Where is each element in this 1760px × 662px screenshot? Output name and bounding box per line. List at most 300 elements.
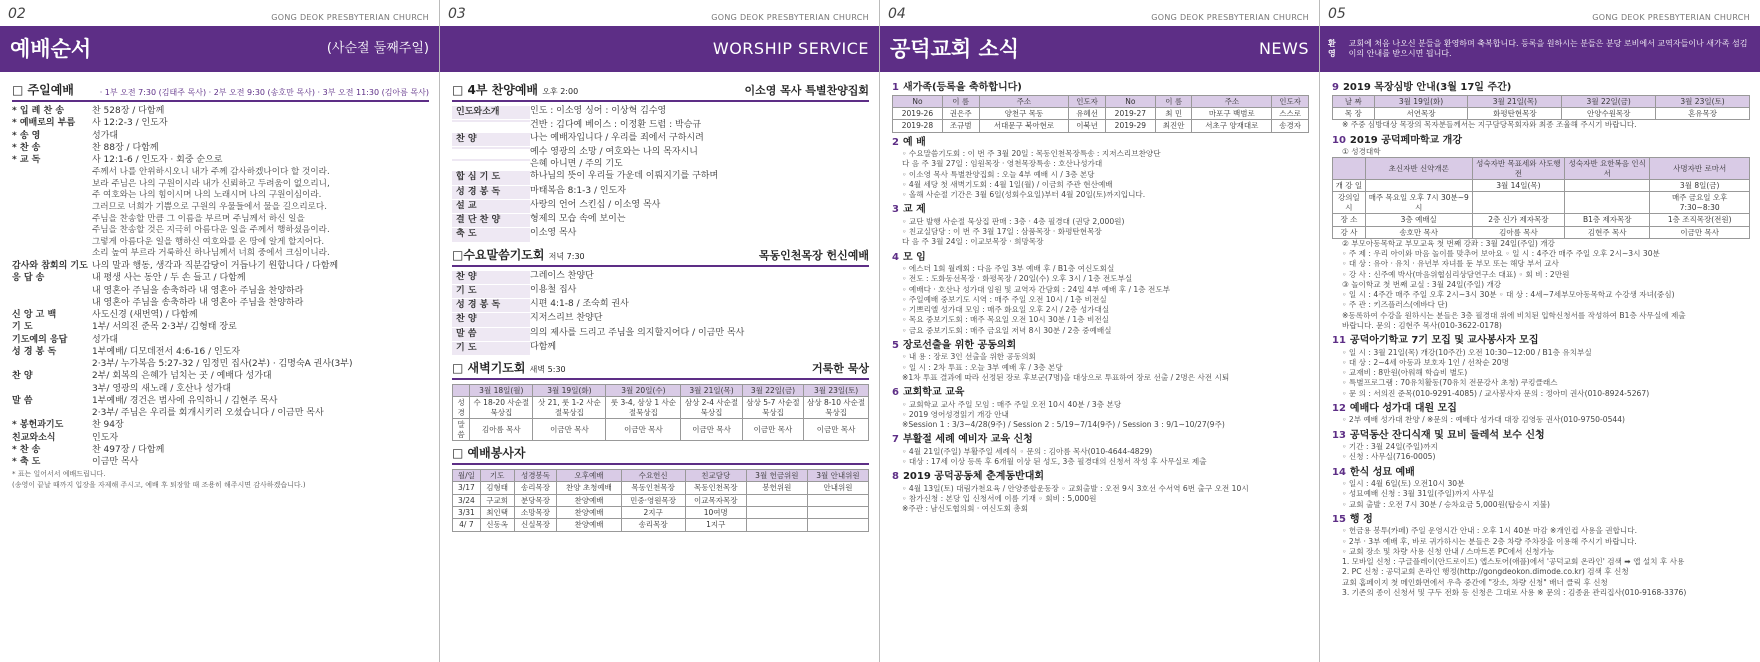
program-value: 지저스리브 찬양단	[530, 313, 603, 324]
program-label: 신 앙 고 백	[12, 310, 57, 320]
program-label: 인도와소개	[452, 106, 530, 119]
table-row	[1333, 214, 1750, 226]
section-title: 모 임	[902, 251, 926, 263]
program-label	[452, 159, 530, 161]
column-header: 인도자	[1272, 95, 1309, 107]
news-line: ◦ 기쁘리엘 성가대 모임 : 매주 화요일 오후 2시 / 2층 성가대실	[902, 305, 1110, 315]
program-value: 나의 말과 행동, 생각과 직분감당이 거듭나기 원합니다 / 다함께	[92, 261, 339, 271]
news-line: ◦ 강 사 : 신주예 박사(마음위협심리상담연구소 대표) ◦ 회 비 : 2만원	[1342, 269, 1570, 279]
responsive-reading-line: 주 여호와는 나의 힘이시며 나의 노래시며 나의 구원이심이라.	[92, 190, 322, 201]
page-title: 예배순서	[10, 36, 92, 61]
table-cell: 신실목장	[514, 519, 557, 531]
program-row	[452, 159, 869, 171]
program-value: 1부예배/ 디모데전서 4:6-16 / 인도자	[92, 346, 241, 357]
responsive-reading-line: 보라 주님은 나의 구원이시라 내가 신뢰하고 두려움이 없으리니,	[92, 178, 330, 189]
page-04: 04 GONG DEOK PRESBYTERIAN CHURCH 공덕교회 소식 NEWS 1 새가족(등록을 축하합니다) No 이 름 주소 인도자 No 이 름 주소 인도자 2019-26 권은주 양천구 목동 유혜선 2019-27 최 민 마포구 백범로 스스로 2019-28 조규범 서대문구 북아현로 이북년 2019-29 최진안 서초구 양재대로 송경자 2 예 배 ◦ 수요말씀기도회 : 이 번 주 3월 20일 : 목동인천목장특송 : 지저스리브찬양단 다 음 주 3월 27일 : 임원목장 · 영천목장특송 : 호산나성가대 ◦ 이소영 목사 특별찬양집회 : 오늘 4부 예배 시 / 3층 본당 ◦ 4월 세당 첫 새벽기도회 : 4월 1일(월) / 이금희 주관 현산예배 ◦ 올해 사순절 기간은 3월 6일(성회수요일)부터 4월 20일(토)까지입니다. 3 교 제 ◦ 교단 발행 사순절 묵상집 판매 : 3층 · 4층 필경대 (권당 2,000원) ◦ 친교실담당 : 이 번 주 3월 17일 : 삼품목장 · 화평탄현목장 다 음 주 3월 24일 : 이교보목장 · 희망목장 4 모 임 ◦ 에스더 1회 월례회 : 다음 주일 3부 예배 후 / B1층 여신도회실 ◦ 전도 : 도화동선목장 · 화평목장 / 20일(수) 오후 3시 / 1층 전도부실 ◦ 예배다 · 호산나 성가대 임원 및 교역자 간담회 : 24일 4부 예배 후 / 1층 전도부 ◦ 주일예배 중보기도 시역 : 매주 주일 오전 10시 / 1층 비전실 ◦ 기쁘리엘 성가대 모임 : 매주 화요일 오후 2시 / 2층 성가대실 ◦ 목요 중보기도회 : 매주 목요일 오전 10시 30분 / 1층 비전실 ◦ 금요 중보기도회 : 매주 금요일 저녁 8시 30분 / 2층 중예배실 5 장로선출을 위한 공동의회 ◦ 내 용 : 장로 3인 선출을 위한 공동의회 ◦ 일 시 : 2차 투표 : 오늘 3부 예배 후 / 3층 본당 ※1차 투표 결과에 따라 선정된 장로 후보군(7명)을 대상으로 투표하여 장로 선출 / 2명은 사전 시퇴 6 교회학교 교육 ◦ 교회학교 교사 주일 모임 : 매주 주일 오전 10시 40분 / 3층 본당 ◦ 2019 영어성경읽기 개강 안내 ※Session 1 : 3/3~4/28(9주) / Session 2 : 5/19~7/14(9주) / Session 3 : 9/1~10/27(9주) 7 부활절 세례 예비자 교육 신청 ◦ 4월 21일(주일) 부활주일 세례식 ◦ 문의 : 김아름 목사(010-4644-4829) ◦ 대상 : 17세 이상 등록 후 6개월 이상 된 성도, 3층 필경대의 신청서 작성 후 사무실로 제출 8 2019 공덕공동체 춘계동반대회 ◦ 4월 13일(토) 대림가천요육 / 안양종합운동장 ◦ 교회출발 : 오전 9시 3호선 수서역 6번 출구 오전 10시 ◦ 참가신청 : 본당 입 신청서에 이름 기재 ◦ 회비 : 5,000원 ※주관 : 남신도협의회 · 여신도회 총회	[880, 0, 1320, 662]
program-label: 말 씀	[452, 328, 530, 341]
news-line: ◦ 대 상 : 2~4세 아동과 보호자 1인 / 선착순 20명	[1342, 357, 1509, 367]
note: * 표는 일어서서 예배드립니다.	[12, 470, 106, 479]
section-title: 공덕동산 잔디식재 및 묘비 둘레석 보수 신청	[1349, 429, 1545, 441]
program-label: 응 답 송	[12, 273, 45, 284]
news-line: ◦ 참가신청 : 본당 입 신청서에 이름 기재 ◦ 회비 : 5,000원	[902, 494, 1097, 504]
news-line: ◦ 교단 발행 사순절 묵상집 판매 : 3층 · 4층 필경대 (권당 2,000원)	[902, 216, 1125, 226]
program-label: 성 경 봉 독	[452, 299, 530, 312]
program-row	[452, 328, 869, 342]
program-value: 내 평생 사는 동안 / 두 손 들고 / 다함께	[92, 273, 246, 284]
section-header: □ 주일예배 · 1부 오전 7:30 (김태주 목사) · 2부 오전 9:30 (송호만 목사) · 3부 오전 11:30 (김아름 목사)	[12, 83, 429, 102]
news-section	[892, 434, 1309, 467]
program-row	[12, 384, 429, 395]
table-row	[453, 419, 869, 441]
table-cell: 목 장	[1333, 107, 1375, 119]
news-line: ◦ 목요 중보기도회 : 매주 목요일 오전 10시 30분 / 1층 비전실	[902, 315, 1110, 325]
church-name: GONG DEOK PRESBYTERIAN CHURCH	[271, 13, 429, 22]
new-family-table	[892, 95, 1309, 133]
column-header: 오후예배	[557, 469, 621, 481]
table-cell: 송경자	[1272, 120, 1309, 132]
program-label: 축 도	[452, 228, 530, 241]
program-row	[452, 200, 869, 214]
table-cell: 권은주	[942, 107, 979, 119]
responsive-reading-line: 주님을 찬송할 것은 지극히 아름다운 일을 주께서 행하셨음이라.	[92, 225, 330, 236]
table-header	[1333, 95, 1750, 107]
program-value: 사랑의 언어 스킨십 / 이소영 목사	[530, 199, 661, 210]
column-header: 3월 22일(금)	[742, 385, 803, 397]
program-value: 성가대	[92, 334, 119, 345]
table-cell: 안양수원목장	[1562, 107, 1656, 119]
table-cell: 4/ 7	[453, 519, 481, 531]
program-label: 찬 양	[12, 371, 33, 382]
news-line: ◦ 일 시 : 4주간 매주 주일 오후 2시~3시 30분 ◦ 대 상 : 4세~7세부모아동목학교 수강생 자녀(중심)	[1342, 290, 1675, 300]
program-row	[12, 106, 429, 117]
news-line: ◦ 성묘예배 신청 : 3월 31일(주일)까지 사무실	[1342, 489, 1494, 499]
program-row	[12, 408, 429, 419]
column-header	[1333, 158, 1366, 180]
section-header: □ 4부 찬양예배 오후 2:00 이소영 목사 특별찬양집회	[452, 83, 869, 102]
news-line: ※동록하여 수강을 원하시는 분들은 3층 필경대 위에 비치된 입학신청서를 작성하여 B1층 사무실에 제출	[1342, 310, 1686, 320]
table-cell: 찬양 초청예배	[557, 482, 621, 494]
program-label: 감사와 참회의 기도	[12, 261, 88, 271]
column-header	[453, 385, 470, 397]
news-line: ◦ 전도 : 도화동선목장 · 화평목장 / 20일(수) 오후 3시 / 1층 전도부실	[902, 274, 1133, 284]
table-cell: 삿 21, 룻 1-2 사순절묵상집	[533, 397, 606, 419]
program-value: 3부/ 영광의 새노래 / 호산나 성가대	[92, 383, 232, 394]
news-line: ※1차 투표 결과에 따라 선정된 장로 후보군(7명)을 대상으로 투표하여 장로 선출 / 2명은 사전 시퇴	[902, 372, 1230, 382]
table-cell: 장 소	[1333, 214, 1366, 226]
news-line: 바랍니다. 문의 : 김현주 목사(010-3622-0178)	[1342, 320, 1502, 330]
news-line: 교회 홈페이지 첫 메인화면에서 우측 중간에 "장소, 차량 신청" 배너 클릭 후 신청	[1342, 577, 1608, 587]
table-cell: 2019-29	[1105, 120, 1155, 132]
table-cell: 이북년	[1069, 120, 1106, 132]
program-label: 기 도	[12, 322, 33, 333]
news-line: ◦ 주 제 : 우리 아이와 마음 놀이를 맞추어 보아요 ◦ 일 시 : 4주간 매주 주일 오후 2시~3시 30분	[1342, 249, 1660, 259]
column-header: 날 짜	[1333, 95, 1375, 107]
table-cell: 민중·영원목장	[621, 494, 685, 506]
table-cell: 송리목장	[514, 482, 557, 494]
program-value: 1부예배/ 경건은 범사에 유익하니 / 김현주 목사	[92, 395, 278, 406]
program-row	[12, 286, 429, 297]
column-header: 인도자	[1069, 95, 1106, 107]
responsive-reading-line: 주께서 나를 안위하시오니 내가 주께 감사하겠나이다 할 것이라.	[92, 167, 330, 178]
section-header: □ 새벽기도회 새벽 5:30 거룩한 묵상	[452, 361, 869, 380]
volunteers-table	[452, 469, 869, 532]
table-cell: 김아름 목사	[1472, 226, 1564, 238]
program-value: 2부/ 회복의 은혜가 넘치는 곳 / 예배다 성가대	[92, 371, 272, 382]
table-cell: 이교목자목장	[685, 494, 746, 506]
table-cell: 조규범	[942, 120, 979, 132]
program-value: 의의 제사를 드리고 주님을 의지할지어다 / 이금만 목사	[530, 327, 745, 338]
program-label: 기 도	[452, 285, 530, 298]
news-line: ◦ 2부 · 3부 예배 후, 바로 귀가하시는 분들은 2층 차량 주차장을 이용해 주시기 바랍니다.	[1342, 536, 1637, 546]
table-cell: 찬양예배	[557, 519, 621, 531]
program-row	[12, 131, 429, 142]
news-line: ◦ 수요말씀기도회 : 이 번 주 3월 20일 : 목동인천목장특송 : 지저스리브찬양단	[902, 149, 1161, 159]
page-subtitle: NEWS	[1258, 39, 1309, 58]
table-cell: 봉헌위원	[746, 482, 807, 494]
table-cell: 최 민	[1155, 107, 1192, 119]
news-line: ◦ 4월 21일(주일) 부활주일 세례식 ◦ 문의 : 김아름 목사(010-4644-4829)	[902, 446, 1153, 456]
column-header: 3월 19일(화)	[1374, 95, 1468, 107]
table-cell: 삼상 8-10 사순절묵상집	[804, 397, 869, 419]
program-value: 사 12:2-3 / 인도자	[92, 118, 168, 129]
news-line: ③ 놀이학교 첫 번째 교실 : 3월 24일(주일) 개강	[1342, 279, 1502, 289]
section-number: 4	[892, 251, 899, 263]
program-value: 그레이스 찬양단	[530, 270, 594, 281]
program-label: 말 씀	[12, 395, 33, 406]
news-line: ◦ 친교실담당 : 이 번 주 3월 17일 : 삼품목장 · 화평탄현목장	[902, 227, 1102, 237]
table-cell: 이금만 목사	[1650, 226, 1750, 238]
program-label: 설 교	[452, 200, 530, 213]
program-row	[12, 396, 429, 407]
page-title: WORSHIP SERVICE	[712, 39, 869, 58]
program-value: 이금만 목사	[92, 457, 139, 467]
program-value: 나는 예배자입니다 / 우리를 죄에서 구하시려	[530, 132, 704, 143]
table-cell: 매주 금요일 오후 7:30~8:30	[1650, 192, 1750, 214]
table-cell: 소망목장	[514, 507, 557, 519]
news-line: ※주관 : 남신도협의회 · 여신도회 총회	[902, 504, 1029, 514]
news-line: 3. 기존의 종이 신청서 및 구두 전화 등 신청은 그대로 사용 ※ 문의 : 김종윤 관리집사(010-9168-3376)	[1342, 587, 1687, 597]
program-row	[12, 335, 429, 346]
column-header: 3월 21일(목)	[681, 385, 742, 397]
note: (송영이 끝날 때까지 입장을 자제해 주시고, 예배 후 퇴장할 때 조용히 해주시면 감사하겠습니다.)	[12, 481, 306, 489]
table-cell: 2019-27	[1105, 107, 1155, 119]
church-name: GONG DEOK PRESBYTERIAN CHURCH	[1151, 13, 1309, 22]
table-row	[453, 507, 869, 519]
column-header: 성숙자반 목표세와 사도행전	[1472, 158, 1564, 180]
column-header: 3월 23일(토)	[804, 385, 869, 397]
page-number: 05	[1328, 5, 1346, 22]
page-title-band	[440, 26, 879, 72]
news-line: ◦ 예배다 · 호산나 성가대 임원 및 교역자 간담회 : 24일 4부 예배 후 / 1층 전도부	[902, 284, 1171, 294]
table-cell	[807, 494, 868, 506]
responsive-reading-line: 그러므로 너희가 기쁨으로 구원의 우물들에서 물을 길으리로다.	[92, 202, 327, 213]
page-05: 05 GONG DEOK PRESBYTERIAN CHURCH 환 영 교회에 처음 나오신 분들을 환영하며 축복합니다. 등록을 원하시는 분들은 분당 로비에서 교역자들이나 새가족 섬김이의 안내를 받으시면 됩니다. 9 2019 목장심방 안내(3월 17일 주간) 날 짜 3월 19일(화) 3월 21일(목) 3월 22일(금) 3월 23일(토) 목 장 서연목장 화평탄현목장 안양수원목장 혼유목장 ※ 주중 심방대상 목장의 목자분들께서는 지구담당목회자와 최종 조율해 주시기 바랍니다. 10 2019 공덕페마학교 개강 ① 성경대학 초신자반 신약개론 성숙자반 목표세와 사도행전 성숙자반 요한복음 인식서 사명자반 로마서 개 강 일 3월 14일(목) 3월 8일(금) 강의일시 매주 목요일 오후 7시 30분~9시 매주 금요일 오후 7:30~8:30 장 소 3층 예배실 2층 신가 제자목장 B1층 제자목장 1층 조직목장(전원) 강 사 송호만 목사 김아름 목사 김현주 목사 이금만 목사 ② 부모아동목학교 부모교육 첫 번째 강좌 : 3월 24일(주일) 개강 ◦ 주 제 : 우리 아이와 마음 놀이를 맞추어 보아요 ◦ 일 시 : 4주간 매주 주일 오후 2시~3시 30분 ◦ 대 상 : 유아 · 유치 · 유년부 자녀를 둔 부모 또는 해당 부서 교사 ◦ 강 사 : 신주예 박사(마음위협심리상담연구소 대표) ◦ 회 비 : 2만원 ③ 놀이학교 첫 번째 교실 : 3월 24일(주일) 개강 ◦ 일 시 : 4주간 매주 주일 오후 2시~3시 30분 ◦ 대 상 : 4세~7세부모아동목학교 수강생 자녀(중심) ◦ 주 관 : 키즈플러스(에바다 단) ※동록하여 수강을 원하시는 분들은 3층 필경대 위에 비치된 입학신청서를 작성하여 B1층 사무실에 제출 바랍니다. 문의 : 김현주 목사(010-3622-0178) 11 공덕아기학교 7기 모집 및 교사봉사자 모집 ◦ 일 시 : 3월 21일(목) 개강(10주간) 오전 10:30~12:00 / B1층 유치부실 ◦ 대 상 : 2~4세 아동과 보호자 1인 / 선착순 20명 ◦ 교재비 : 8만원(아워해 학습비 별도) ◦ 특별프로그램 : 70유치활동(70유치 전문강사 초청) 쿠킹클래스 ◦ 문 의 : 서의진 준목(010-9291-4085) / 교사봉사자 문의 : 정아미 권사(010-8924-5267) 12 예배다 성가대 대원 모집 ◦ 2부 예배 성가대 찬양 / ※문의 : 예배다 성가대 대장 김영동 권사(010-9750-0544) 13 공덕동산 잔디식재 및 묘비 둘레석 보수 신청 ◦ 기간 : 3월 24일(주일)까지 ◦ 신청 : 사무실(716-0005) 14 한식 성묘 예배 ◦ 일시 : 4월 6일(토) 오전10시 30분 ◦ 성묘예배 신청 : 3월 31일(주일)까지 사무실 ◦ 교회 출발 : 오전 7시 30분 / 승차요금 5,000원(탑승시 지불) 15 행 정 ◦ 헌금용 봉투(카페) 주일 운영시간 안내 : 오후 1시 40분 마감 ※개인컵 사용을 권합니다. ◦ 2부 · 3부 예배 후, 바로 귀가하시는 분들은 2층 차량 주차장을 이용해 주시기 바랍니다. ◦ 교회 장소 및 차량 사용 신청 안내 / 스마트폰 PC에서 신청가능 1. 모바일 신청 : 구글플레이(안드로이드) 앱스토어(애플)에서 '공덕교회 온라인' 검색 ➡ 앱 설치 후 사용 2. PC 신청 : 공덕교회 온라인 행정(http://gongdeokon.dimode.co.kr) 검색 후 신청 교회 홈페이지 첫 메인화면에서 우측 중간에 "장소, 차량 신청" 배너 클릭 후 신청 3. 기존의 종이 신청서 및 구두 전화 등 신청은 그대로 사용 ※ 문의 : 김종윤 관리집사(010-9168-3376)	[1320, 0, 1760, 662]
program-value: 인도자	[92, 432, 119, 443]
section-number: 8	[892, 471, 899, 483]
program-row	[12, 445, 429, 456]
table-cell: 양천구 목동	[979, 107, 1069, 119]
table-cell: 서초구 양재대로	[1192, 120, 1272, 132]
program-row	[452, 214, 869, 228]
program-value: 다함께	[530, 341, 557, 352]
news-line: ◦ 2019 영어성경읽기 개강 안내	[902, 409, 1009, 419]
table-cell: 1지구	[685, 519, 746, 531]
news-line: ※Session 1 : 3/3~4/28(9주) / Session 2 : 5/19~7/14(9주) / Session 3 : 9/1~10/27(9주)	[902, 420, 1225, 430]
program-label: 찬 양	[452, 133, 530, 146]
table-row	[1333, 226, 1750, 238]
program-value: 찬 497장 / 다함께	[92, 444, 165, 455]
welcome-band: 환 영 교회에 처음 나오신 분들을 환영하며 축복합니다. 등록을 원하시는 분들은 분당 로비에서 교역자들이나 새가족 섬김이의 안내를 받으시면 됩니다.	[1320, 26, 1760, 72]
section-title: 부활절 세례 예비자 교육 신청	[902, 434, 1033, 446]
table-cell: 개 강 일	[1333, 180, 1366, 192]
table-cell	[1365, 180, 1472, 192]
table-cell: 안내위원	[807, 482, 868, 494]
table-cell	[746, 507, 807, 519]
section-title: 예 배	[902, 136, 926, 148]
program-row	[452, 313, 869, 327]
column-header: 성경봉독	[514, 469, 557, 481]
program-value: 이용철 집사	[530, 284, 577, 295]
table-cell: 성경	[453, 397, 470, 419]
column-header: 3월 18일(월)	[470, 385, 533, 397]
column-header: 이 름	[1155, 95, 1192, 107]
news-section	[892, 137, 1309, 201]
news-line: 다 음 주 3월 24일 : 이교보목장 · 희망목장	[902, 237, 1044, 247]
program-row	[12, 298, 429, 309]
news-line: ◦ 교재비 : 8만원(아워해 학습비 별도)	[1342, 368, 1468, 378]
section-title: 2019 공덕공동체 춘계동반대회	[902, 471, 1045, 483]
program-row	[12, 143, 429, 154]
table-header	[453, 385, 869, 397]
table-row	[453, 482, 869, 494]
church-name: GONG DEOK PRESBYTERIAN CHURCH	[1592, 13, 1750, 22]
table-cell: 2층 신가 제자목장	[1472, 214, 1564, 226]
school-table	[1332, 157, 1750, 239]
news-line: ◦ 이소영 목사 특별찬양집회 : 오늘 4부 예배 시 / 3층 본당	[902, 169, 1095, 179]
section-number: 12	[1332, 402, 1346, 414]
page-03	[440, 0, 880, 662]
news-section	[892, 204, 1309, 247]
section-number: 14	[1332, 466, 1346, 478]
news-line: ◦ 교회 출발 : 오전 7시 30분 / 승차요금 5,000원(탑승시 지불)	[1342, 499, 1550, 509]
program-row	[12, 433, 429, 444]
news-line: ◦ 교회 장소 및 차량 사용 신청 안내 / 스마트폰 PC에서 신청가능	[1342, 546, 1555, 556]
news-line: ◦ 4월 세당 첫 새벽기도회 : 4월 1일(월) / 이금희 주관 현산예배	[902, 179, 1113, 189]
page-subtitle: (사순절 둘째주일)	[326, 40, 429, 56]
table-cell: 이금만 목사	[681, 419, 742, 441]
news-section	[1332, 430, 1750, 463]
column-header: 사명자반 로마서	[1650, 158, 1750, 180]
program-label: 찬 양	[452, 271, 530, 284]
section-header: □ 예배봉사자	[452, 446, 869, 465]
program-label: 찬 양	[452, 313, 530, 326]
column-header: 기도	[480, 469, 514, 481]
program-value: 내 영혼아 주님을 송축하라 내 영혼아 주님을 찬양하라	[92, 297, 304, 308]
news-line: 다 음 주 3월 27일 : 임원목장 · 영천목장특송 : 호산나성가대	[902, 159, 1103, 169]
program-label: 성 경 봉 독	[452, 186, 530, 199]
table-cell: 수 18-20 사순절묵상집	[470, 397, 533, 419]
news-line: ② 부모아동목학교 부모교육 첫 번째 강좌 : 3월 24일(주일) 개강	[1342, 238, 1555, 248]
table-cell	[746, 494, 807, 506]
page-number: 04	[888, 5, 906, 22]
table-row	[893, 107, 1309, 119]
page-02	[0, 0, 440, 662]
table-header	[453, 469, 869, 481]
program-value: 형제의 모습 속에 보이는	[530, 214, 626, 224]
section-title: 한식 성묘 예배	[1349, 466, 1415, 478]
dawn-prayer-table	[452, 384, 869, 441]
program-row	[452, 106, 869, 120]
program-value: 시편 4:1-8 / 조숙희 권사	[530, 299, 629, 309]
program-row	[12, 347, 429, 358]
news-line: ◦ 일 시 : 2차 투표 : 오늘 3부 예배 후 / 3층 본당	[902, 362, 1063, 372]
program-row	[12, 420, 429, 431]
column-header: 주소	[979, 95, 1069, 107]
program-label: 합 심 기 도	[452, 171, 530, 184]
program-row	[452, 120, 869, 132]
table-row	[893, 120, 1309, 132]
column-header: 3월 21일(목)	[1468, 95, 1562, 107]
news-line: ◦ 헌금용 봉투(카페) 주일 운영시간 안내 : 오후 1시 40분 마감 ※개인컵 사용을 권합니다.	[1342, 526, 1638, 536]
section-title: 교회학교 교육	[902, 387, 965, 399]
program-label: * 축 도	[12, 457, 41, 467]
column-header: 3월 23일(토)	[1656, 95, 1750, 107]
table-cell: 혼유목장	[1656, 107, 1750, 119]
program-row	[452, 228, 869, 242]
news-line: ◦ 특별프로그램 : 70유치활동(70유치 전문강사 초청) 쿠킹클래스	[1342, 378, 1558, 388]
news-section	[892, 340, 1309, 383]
table-cell: 말씀	[453, 419, 470, 441]
table-cell: 2지구	[621, 507, 685, 519]
program-label: 친교와소식	[12, 432, 56, 443]
church-name: GONG DEOK PRESBYTERIAN CHURCH	[711, 13, 869, 22]
table-cell: 화평탄현목장	[1468, 107, 1562, 119]
table-cell: 3/17	[453, 482, 481, 494]
news-line: ◦ 기간 : 3월 24일(주일)까지	[1342, 442, 1438, 452]
table-cell: 이금만 목사	[533, 419, 606, 441]
column-header: 이 름	[942, 95, 979, 107]
program-row	[452, 299, 869, 313]
news-line: ◦ 대상 : 17세 이상 등록 후 6개월 이상 된 성도, 3층 필경대의 신청서 작성 후 사무실로 제출	[902, 457, 1207, 467]
table-cell: 목동인천목장	[621, 482, 685, 494]
program-row	[12, 273, 429, 284]
table-cell: 서연목장	[1374, 107, 1468, 119]
program-label: * 봉헌과기도	[12, 420, 64, 431]
news-section	[1332, 514, 1750, 598]
page-number: 03	[448, 5, 466, 22]
section-number: 2	[892, 136, 899, 148]
table-cell: 2019-26	[893, 107, 943, 119]
section-number: 13	[1332, 429, 1346, 441]
program-label	[452, 147, 530, 149]
table-cell: 룻 3-4, 삼상 1 사순절묵상집	[606, 397, 681, 419]
news-line: ◦ 4월 13일(토) 대림가천요육 / 안양종합운동장 ◦ 교회출발 : 오전 9시 3호선 수서역 6번 출구 오전 10시	[902, 483, 1249, 493]
program-row	[12, 261, 429, 272]
section-header: □수요말씀기도회 저녁 7:30 목동인천목장 헌신예배	[452, 248, 869, 267]
news-line: ◦ 주일예배 중보기도 시역 : 매주 주일 오전 10시 / 1층 비전실	[902, 294, 1107, 304]
table-cell: 구교희	[480, 494, 514, 506]
table-cell: 3월 8일(금)	[1650, 180, 1750, 192]
program-value: 1부/ 서의진 준목 2·3부/ 김형태 장로	[92, 322, 237, 333]
news-line: ◦ 대 상 : 유아 · 유치 · 유년부 자녀를 둔 부모 또는 해당 부서 교사	[1342, 259, 1559, 269]
program-row	[452, 171, 869, 185]
section-title: 예배다 성가대 대원 모집	[1349, 402, 1457, 414]
section-number: 15	[1332, 513, 1346, 525]
column-header: 수요헌신	[621, 469, 685, 481]
page-title-band	[0, 26, 439, 72]
table-header	[1333, 158, 1750, 180]
program-row	[452, 342, 869, 356]
column-header: 3월 20일(수)	[606, 385, 681, 397]
news-line: ◦ 일 시 : 3월 21일(목) 개강(10주간) 오전 10:30~12:00 / B1층 유치부실	[1342, 347, 1592, 357]
table-cell: 삼상 5-7 사순절묵상집	[742, 397, 803, 419]
table-cell	[1565, 192, 1650, 214]
news-section	[1332, 335, 1750, 399]
table-cell: 이금만 목사	[804, 419, 869, 441]
table-cell: 3/24	[453, 494, 481, 506]
table-cell: 3/31	[453, 507, 481, 519]
program-label: 결 단 찬 양	[452, 214, 530, 227]
program-value: 찬 528장 / 다함께	[92, 106, 165, 116]
program-value: 내 영혼아 주님을 송축하라 내 영혼아 주님을 찬양하라	[92, 285, 304, 296]
table-row	[453, 519, 869, 531]
table-cell: 유혜선	[1069, 107, 1106, 119]
table-cell: 3층 예배실	[1365, 214, 1472, 226]
table-cell: 서대문구 북아현로	[979, 120, 1069, 132]
table-cell	[1472, 192, 1564, 214]
table-cell: 강 사	[1333, 226, 1366, 238]
news-section	[1332, 403, 1750, 426]
program-row	[12, 359, 429, 370]
program-value: 인도 : 이소영 싱어 : 이상혁 김수영	[530, 106, 667, 116]
table-cell: 스스로	[1272, 107, 1309, 119]
table-cell: 송리목장	[621, 519, 685, 531]
program-label: * 찬 송	[12, 444, 41, 455]
news-line: 1. 모바일 신청 : 구글플레이(안드로이드) 앱스토어(애플)에서 '공덕교회 온라인' 검색 ➡ 앱 설치 후 사용	[1342, 557, 1685, 567]
table-header	[893, 95, 1309, 107]
news-line: ◦ 내 용 : 장로 3인 선출을 위한 공동의회	[902, 352, 1036, 362]
section-title: 장로선출을 위한 공동의회	[902, 339, 1017, 351]
page-title-band	[880, 26, 1319, 72]
program-row	[452, 186, 869, 200]
table-cell: 이금만 목사	[606, 419, 681, 441]
news-line: ◦ 주 관 : 키즈플러스(에바다 단)	[1342, 300, 1448, 310]
program-row	[12, 155, 429, 166]
column-header: 월/일	[453, 469, 481, 481]
program-value: 사 12:1-6 / 인도자 · 회중 순으로	[92, 155, 223, 165]
program-value: 찬 94장	[92, 420, 124, 431]
table-cell: 1층 조직목장(전원)	[1650, 214, 1750, 226]
table-row	[453, 397, 869, 419]
program-value: 마태복음 8:1-3 / 인도자	[530, 185, 626, 196]
news-section	[892, 387, 1309, 430]
table-cell: 삼상 2-4 사순절묵상집	[681, 397, 742, 419]
news-section	[1332, 467, 1750, 510]
table-cell: 매주 목요일 오후 7시 30분~9시	[1365, 192, 1472, 214]
table-cell: 마포구 백범로	[1192, 107, 1272, 119]
news-line: ◦ 교회학교 교사 주일 모임 : 매주 주일 오전 10시 40분 / 3층 본당	[902, 399, 1122, 409]
responsive-reading-line: 그렇게 아름다운 일을 행하신 여호와를 온 땅에 알게 할지어다.	[92, 236, 325, 247]
program-row	[452, 285, 869, 299]
news-line: 2. PC 신청 : 공덕교회 온라인 행정(http://gongdeokon.dimode.co.kr) 검색 후 신청	[1342, 567, 1629, 577]
section-title: 행 정	[1349, 513, 1373, 525]
news-line: ◦ 문 의 : 서의진 준목(010-9291-4085) / 교사봉사자 문의 : 정아미 권사(010-8924-5267)	[1342, 388, 1650, 398]
table-cell: B1층 제자목장	[1565, 214, 1650, 226]
program-row	[12, 371, 429, 382]
table-cell: 김형태	[480, 482, 514, 494]
service-times: · 1부 오전 7:30 (김태주 목사) · 2부 오전 9:30 (송호만 목사) · 3부 오전 11:30 (김아름 목사)	[99, 88, 429, 97]
table-cell: 최진안	[1155, 120, 1192, 132]
